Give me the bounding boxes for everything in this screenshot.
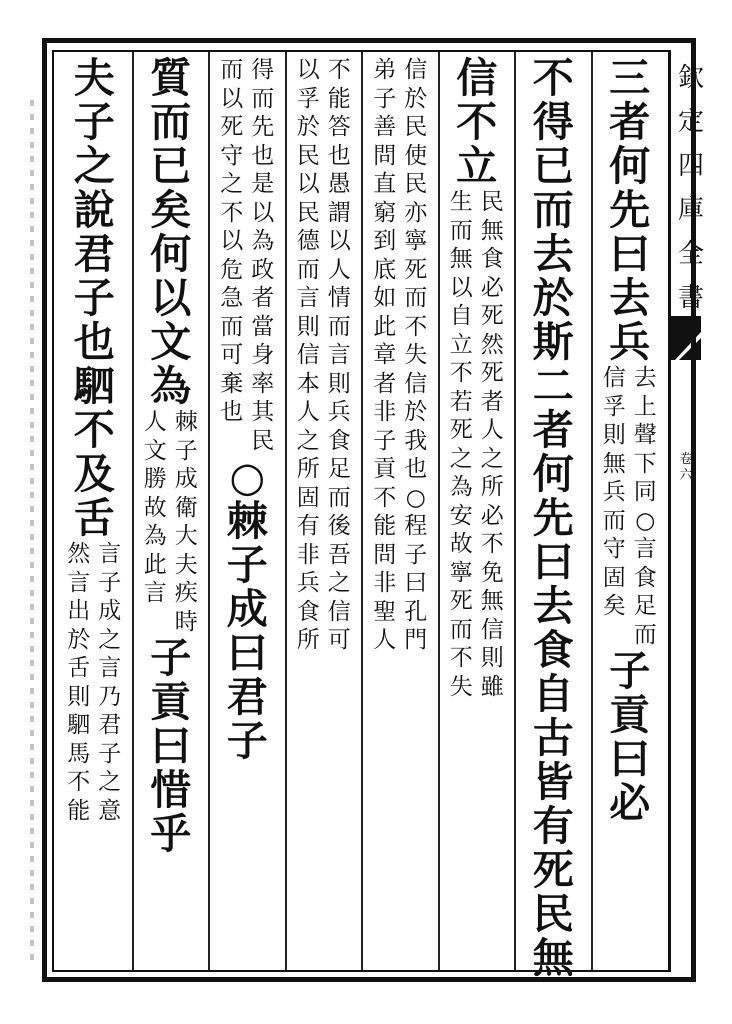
commentary-line: 信 孚 則 無 兵 而 守 固 矣 — [602, 365, 626, 619]
text-column — [286, 56, 363, 655]
text-column — [133, 56, 210, 856]
binding-edge — [30, 100, 34, 960]
commentary-line: 而 以 死 守 之 不 以 危 急 而 可 棄 也 — [220, 57, 244, 425]
text-column — [592, 56, 669, 825]
inner-border-left — [52, 50, 54, 972]
main-text: 三 者 何 先 曰 去 兵 — [609, 54, 651, 366]
commentary-line: 生 而 無 以 自 立 不 若 死 之 為 安 故 寧 死 而 不 失 — [449, 189, 473, 700]
commentary-line: 然 言 出 於 舌 則 駟 馬 不 能 — [67, 541, 91, 824]
main-text: 子 貢 曰 必 — [609, 647, 651, 827]
commentary — [450, 188, 504, 701]
commentary-line: 不 能 答 也 愚 謂 以 人 情 而 言 則 兵 食 足 而 後 吾 之 信 可 — [327, 57, 351, 653]
main-text: 信 不 立 — [456, 54, 498, 190]
text-column — [362, 56, 439, 655]
margin-header: 欽 定 四 庫 全 書 — [677, 63, 704, 313]
commentary-line: 弟 子 善 問 直 窮 到 底 如 此 章 者 非 子 貢 不 能 問 非 聖 人 — [373, 57, 397, 653]
text-column — [56, 56, 133, 825]
juan-label: 卷 六 — [679, 452, 693, 483]
commentary — [220, 56, 274, 455]
margin-rule — [668, 50, 671, 972]
commentary-line: 言 子 成 之 言 乃 君 子 之 意 — [98, 541, 122, 824]
commentary-line: 信 於 民 使 民 亦 寧 死 而 不 失 信 於 我 也 ○ 程 子 曰 孔 門 — [404, 57, 428, 653]
commentary-line: 棘 子 成 衛 大 夫 疾 時 — [174, 409, 198, 635]
main-text: 子 貢 曰 惜 乎 — [150, 634, 192, 858]
commentary-line: 民 無 食 必 死 然 死 者 人 之 所 必 不 免 無 信 則 雖 — [480, 189, 504, 700]
commentary — [144, 408, 198, 636]
main-text: 夫 子 之 說 君 子 也 駟 不 及 舌 — [73, 54, 115, 542]
commentary — [373, 56, 427, 655]
commentary-line: 得 而 先 也 是 以 為 政 者 當 身 率 其 民 — [251, 57, 275, 454]
commentary — [603, 364, 657, 649]
commentary — [67, 540, 121, 825]
commentary-line: 以 孚 於 民 以 民 德 而 言 則 信 本 人 之 所 固 有 非 兵 食 所 — [296, 57, 320, 653]
fish-tail-icon — [671, 316, 701, 360]
commentary-line: 人 文 勝 故 為 此 言 — [143, 409, 167, 606]
text-column — [439, 56, 516, 701]
text-column — [515, 56, 592, 980]
text-column — [209, 56, 286, 763]
main-text: 不 得 已 而 去 於 斯 二 者 何 先 曰 去 食 自 古 皆 有 死 民 無 — [532, 54, 574, 982]
commentary — [297, 56, 351, 655]
main-text: 質 而 已 矣 何 以 文 為 — [150, 54, 192, 410]
commentary-line: 去 上 聲 下 同 ○ 言 食 足 而 — [633, 365, 657, 648]
main-text: ○ 棘 子 成 曰 君 子 — [226, 453, 268, 765]
